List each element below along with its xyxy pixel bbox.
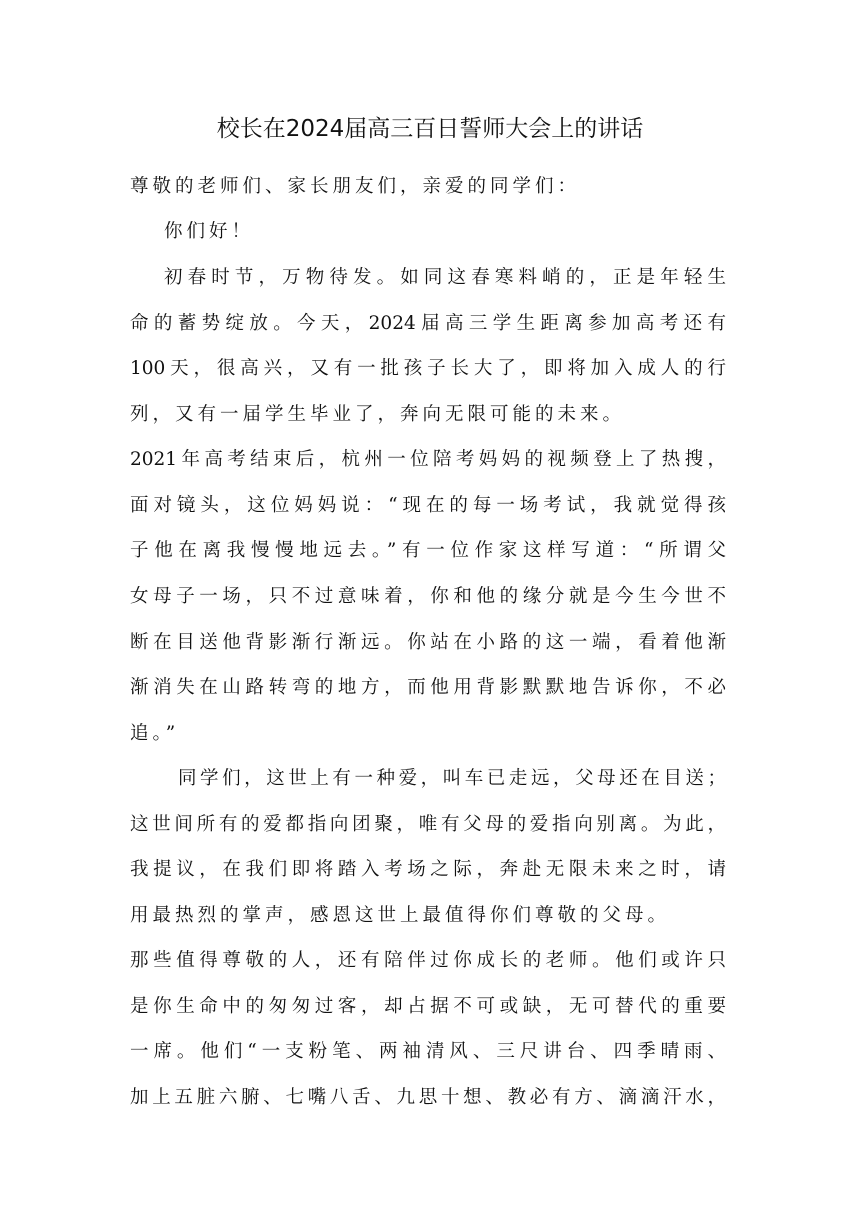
text-line: 用最热烈的掌声，感恩这世上最值得你们尊敬的父母。 bbox=[130, 905, 671, 926]
text-line: 列，又有一届学生毕业了，奔向无限可能的未来。 bbox=[130, 404, 626, 425]
text-line: 女母子一场，只不过意味着，你和他的缘分就是今生今世不 bbox=[130, 586, 726, 607]
text-line: 你们好！ bbox=[164, 221, 255, 242]
text-line: 100天，很高兴，又有一批孩子长大了，即将加入成人的行 bbox=[130, 358, 726, 379]
text-line: 面对镜头，这位妈妈说：“现在的每一场考试，我就觉得孩 bbox=[130, 495, 726, 516]
text-line: 子他在离我慢慢地远去。”有一位作家这样写道：“所谓父 bbox=[130, 540, 726, 561]
document-title: 校长在2024届高三百日誓师大会上的讲话 bbox=[216, 116, 644, 142]
text-line: 那些值得尊敬的人，还有陪伴过你成长的老师。他们或许只 bbox=[130, 950, 726, 971]
text-line: 这世间所有的爱都指向团聚，唯有父母的爱指向别离。为此， bbox=[130, 814, 726, 835]
text-line: 追。” bbox=[130, 723, 180, 744]
text-line: 尊敬的老师们、家长朋友们，亲爱的同学们： bbox=[130, 176, 581, 197]
text-line: 同学们，这世上有一种爱，叫车已走远，父母还在目送； bbox=[178, 768, 726, 789]
text-line: 2021年高考结束后，杭州一位陪考妈妈的视频登上了热搜， bbox=[130, 449, 726, 470]
text-line: 初春时节，万物待发。如同这春寒料峭的，正是年轻生 bbox=[164, 267, 726, 288]
text-line: 我提议，在我们即将踏入考场之际，奔赴无限未来之时，请 bbox=[130, 859, 726, 880]
text-line: 加上五脏六腑、七嘴八舌、九思十想、教必有方、滴滴汗水， bbox=[130, 1087, 726, 1108]
text-line: 命的蓄势绽放。今天，2024届高三学生距离参加高考还有 bbox=[130, 313, 726, 334]
text-line: 是你生命中的匆匆过客，却占据不可或缺，无可替代的重要 bbox=[130, 996, 726, 1017]
text-line: 一席。他们“一支粉笔、两袖清风、三尺讲台、四季晴雨、 bbox=[130, 1041, 726, 1062]
text-line: 断在目送他背影渐行渐远。你站在小路的这一端，看着他渐 bbox=[130, 632, 726, 653]
text-line: 渐消失在山路转弯的地方，而他用背影默默地告诉你，不必 bbox=[130, 677, 726, 698]
